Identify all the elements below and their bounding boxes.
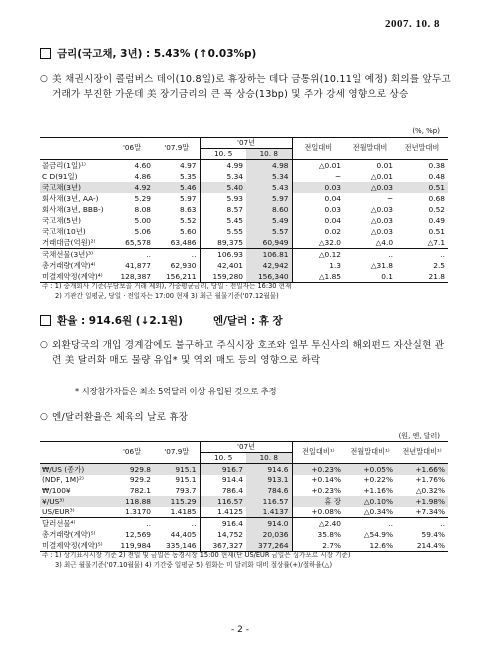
fx-table-cell: 782.1 (129, 485, 151, 495)
rates-table-cell: 89,375 (200, 237, 246, 249)
section-title-fx (40, 313, 283, 328)
fx-table-cell: 793.7 (175, 485, 197, 495)
fx-table-cell: 929.2 (129, 475, 151, 485)
rates-futures-row-label: 미결제약정(계약)⁴⁾ (40, 271, 110, 283)
rates-table-cell: 8.60 (246, 204, 292, 215)
fx-body (40, 463, 448, 517)
fx-futures-cell: 119,984 (110, 540, 154, 552)
rates-futures-cell: 2.5 (433, 260, 446, 270)
fx-header-blank (40, 442, 110, 464)
fx-table-cell: 115.29 (154, 496, 200, 507)
fx-header-row (40, 442, 448, 453)
rates-table-cell: 65,578 (125, 237, 151, 247)
rates-table-row-label: 국고채(3년) (40, 182, 110, 193)
fx-futures-cell: 916.4 (200, 517, 246, 529)
rates-header-c1: '06말 (110, 138, 154, 160)
fx-futures-cell: 335,146 (154, 540, 200, 552)
fx-header-c7: 전년말대비¹⁾ (396, 442, 448, 464)
rates-table-row (40, 237, 448, 249)
rates-header-c2: '07.9말 (154, 138, 200, 160)
fx-futures-cell: 12.6% (344, 540, 396, 552)
rates-table-row-label: 국고채(5년) (42, 215, 82, 225)
fx-header-c5: 전일대비¹⁾ (292, 442, 344, 464)
fx-futures-cell: 44,405 (170, 529, 197, 539)
rates-footnote-1: 주 : 1) 중개회사 기준(무담보콜 거래 제외), 가중평균금리, 당일 · 전일자는 16:30 현재 (42, 282, 292, 290)
rates-body (40, 159, 448, 248)
fx-table-cell: 1.4137 (246, 507, 292, 518)
rates-table-cell: 5.97 (246, 193, 292, 204)
fx-footnote-2: 3) 최근 월물기준('07.10월물) 4) 기간중 일평균 5) 원화는 미 달러화 대비 절상률(+)/절하율(△) (55, 561, 333, 569)
rates-table-row (40, 193, 448, 204)
fx-table-row-label: US/EUR³⁾ (42, 507, 75, 516)
fx-footnote-1: 주 : 1) 상기표시시장 기준 2) 전일 및 금일은 동경시장 15:00 현재(단 US/EUR 금일은 싱가포르 시장 기준) (42, 551, 351, 559)
rates-table-cell: 0.51 (396, 182, 448, 193)
rates-futures-cell: 156,211 (154, 271, 200, 283)
fx-futures-cell: 14,752 (200, 529, 246, 540)
fx-table-cell: +0.14% (311, 475, 342, 485)
rates-header-row (40, 138, 448, 149)
rates-table-cell: 5.00 (134, 215, 151, 225)
page-number: - 2 - (231, 625, 249, 635)
rates-table-cell: 0.03 (292, 182, 344, 193)
rates-table-row (40, 171, 448, 182)
fx-table-row-label: ₩/US (종가) (40, 463, 110, 475)
fx-paragraph (40, 338, 452, 368)
rates-header-c6: 전월말대비 (344, 138, 396, 160)
fx-paragraph-2 (40, 410, 452, 425)
rates-table-cell: 5.06 (134, 226, 151, 236)
fx-table-cell: +0.22% (363, 475, 394, 485)
fx-table-cell: 118.88 (110, 496, 154, 507)
circle-bullet-icon: ○ (40, 412, 49, 422)
rates-table-cell: 4.60 (110, 159, 154, 171)
fx-futures-cell: ‥ (110, 517, 154, 529)
section-title-rates (40, 46, 256, 61)
rates-table-cell: △0.01 (292, 159, 344, 171)
fx-table-row-label: ₩/100¥ (42, 485, 71, 495)
rates-table-cell: 0.52 (428, 204, 446, 214)
fx-table-cell: +0.23% (292, 463, 344, 475)
rates-futures-cell: ‥ (396, 248, 448, 260)
fx-futures-cell: ‥ (396, 517, 448, 529)
rates-table-cell: 5.49 (246, 215, 292, 226)
rates-futures-cell: 106.81 (246, 248, 292, 260)
rates-table-cell: 5.29 (134, 193, 151, 203)
rates-table-cell: △0.03 (370, 204, 394, 214)
rates-table-cell: 4.98 (246, 159, 292, 171)
rates-futures-cell: 42,942 (246, 260, 292, 271)
fx-futures-cell: ‥ (154, 517, 200, 529)
rates-futures-cell: △31.8 (370, 260, 394, 270)
rates-table-cell: 0.02 (324, 226, 342, 236)
rates-futures-cell: 21.8 (396, 271, 448, 283)
rates-table-cell: 63,486 (170, 237, 197, 247)
fx-futures-row (40, 529, 448, 540)
rates-table (40, 137, 448, 283)
fx-table-row (40, 475, 448, 486)
rates-table-cell: 5.55 (200, 226, 246, 237)
fx-table-cell: +1.98% (396, 496, 448, 507)
rates-futures-cell: △1.85 (292, 271, 344, 283)
fx-table-cell: △0.34% (363, 507, 394, 516)
fx-table-cell: 914.4 (200, 475, 246, 486)
rates-header-d2: 10. 8 (246, 149, 292, 160)
rates-table-cell: 5.46 (154, 182, 200, 193)
fx-futures-cell: △2.40 (292, 517, 344, 529)
square-bullet-icon (40, 48, 51, 59)
rates-futures-cell: 128,387 (110, 271, 154, 283)
fx-title-b: 엔/달러 : 휴 장 (212, 315, 283, 327)
rates-table-cell: 5.34 (200, 171, 246, 182)
fx-futures-cell: 367,327 (200, 540, 246, 552)
rates-table-cell: △7.1 (427, 237, 446, 247)
fx-table-cell: 915.1 (154, 463, 200, 475)
fx-futures-row (40, 517, 448, 529)
fx-futures-cell: 20,036 (246, 529, 292, 540)
fx-table-cell: 914.6 (246, 463, 292, 475)
rates-table-cell: 5.40 (200, 182, 246, 193)
rates-table-cell: 0.01 (344, 159, 396, 171)
rates-futures-cell: 42,401 (200, 260, 246, 271)
rates-futures-body (40, 248, 448, 282)
fx-unit: (원, 엔, 달러) (398, 432, 440, 440)
rates-futures-cell: ‥ (154, 248, 200, 260)
rates-table-cell: 5.35 (180, 171, 197, 181)
rates-table-cell: − (334, 171, 342, 181)
rates-table-row-label: 콜금리(1일)¹⁾ (40, 159, 110, 171)
circle-bullet-icon: ○ (40, 74, 49, 84)
rates-table-cell: 5.34 (246, 171, 292, 182)
fx-table-cell: +0.08% (311, 507, 342, 516)
rates-paragraph-text: 美 채권시장이 콜럼버스 데이(10.8일)로 휴장하는 데다 금통위(10.11일 예정) 회의를 앞두고 거래가 부진한 가운데 美 장기금리의 큰 폭 상승(13bp) 및 주가 강세 영향으로 상승 (52, 74, 451, 100)
rates-table-cell: 0.04 (324, 215, 342, 225)
fx-futures-row-label: 총거래량(계약)⁵⁾ (42, 529, 96, 539)
fx-futures-cell: △54.9% (363, 529, 394, 539)
fx-futures-cell: 35.8% (317, 529, 342, 539)
rates-table-cell: 4.97 (154, 159, 200, 171)
fx-table-cell: +7.34% (415, 507, 446, 516)
rates-table-cell: 0.04 (324, 193, 342, 203)
rates-table-cell: △0.01 (370, 171, 394, 181)
fx-table-cell: +1.66% (396, 463, 448, 475)
rates-table-cell: − (386, 193, 394, 203)
fx-header-year: '07년 (200, 442, 292, 453)
rates-table-cell: △4.0 (375, 237, 394, 247)
rates-futures-cell: 156,340 (246, 271, 292, 283)
rates-title: 금리(국고채, 3년) : 5.43% (↑0.03%p) (57, 48, 257, 60)
fx-table-row (40, 485, 448, 496)
rates-table-row-label: 국고채(10년) (42, 226, 86, 236)
rates-header-c7: 전년말대비 (396, 138, 448, 160)
fx-header-d1: 10. 5 (200, 453, 246, 464)
fx-table-row-label: ¥/US³⁾ (40, 496, 110, 507)
fx-table-cell: 913.1 (246, 475, 292, 486)
rates-table-row (40, 204, 448, 215)
report-date: 2007. 10. 8 (385, 18, 440, 30)
rates-table-cell: 4.86 (134, 171, 151, 181)
rates-table-row (40, 215, 448, 226)
rates-futures-cell: 1.3 (329, 260, 342, 270)
fx-table-cell: 116.57 (246, 496, 292, 507)
fx-futures-cell: ‥ (344, 517, 396, 529)
rates-table-cell: 5.43 (246, 182, 292, 193)
fx-table-row (40, 463, 448, 475)
rates-table-cell: 0.38 (396, 159, 448, 171)
fx-table-cell: 1.4125 (200, 507, 246, 518)
rates-table-cell: 8.08 (134, 204, 151, 214)
fx-table-cell: 1.4185 (170, 507, 197, 516)
rates-footnote-2: 2) 기관간 일평균, 당일 · 전일자는 17:00 현재 3) 최근 월물기준('07.12월물) (55, 292, 279, 300)
rates-table-row (40, 226, 448, 237)
rates-header-blank (40, 138, 110, 160)
fx-table-cell: 916.7 (200, 463, 246, 475)
fx-table-cell: +0.23% (311, 485, 342, 495)
rates-header-c5: 전일대비 (292, 138, 344, 160)
circle-bullet-icon: ○ (40, 340, 49, 350)
rates-table-cell: 0.03 (324, 204, 342, 214)
fx-table-cell: +0.05% (344, 463, 396, 475)
rates-table-row (40, 159, 448, 171)
fx-table-cell: 784.6 (246, 485, 292, 496)
fx-table-cell: 786.4 (200, 485, 246, 496)
rates-header-d1: 10. 5 (200, 149, 246, 160)
fx-table-cell: △0.10% (344, 496, 396, 507)
rates-table-cell: 4.92 (110, 182, 154, 193)
rates-table-cell: 5.97 (180, 193, 197, 203)
fx-table-cell: 915.1 (175, 475, 197, 485)
fx-header-c1: '06말 (110, 442, 154, 464)
fx-futures-row (40, 540, 448, 552)
rates-table-row-label: C D(91일) (42, 171, 78, 181)
rates-unit: (%, %p) (412, 127, 440, 135)
rates-futures-cell: 0.1 (344, 271, 396, 283)
rates-futures-cell: △0.12 (292, 248, 344, 260)
rates-futures-cell: ‥ (110, 248, 154, 260)
rates-table-cell: 0.68 (428, 193, 446, 203)
rates-table-cell: △0.03 (370, 226, 394, 236)
rates-table-cell: △32.0 (318, 237, 342, 247)
rates-table-cell: 0.51 (428, 226, 446, 236)
rates-table-cell: 5.60 (180, 226, 197, 236)
fx-header-c6: 전월말대비¹⁾ (344, 442, 396, 464)
square-bullet-icon (40, 315, 51, 326)
fx-paragraph-text: 외환당국의 개입 경계감에도 불구하고 주식시장 호조와 일부 투신사의 해외펀드 자산실현 관련 美 달러화 매도 물량 유입* 및 역외 매도 등의 영향으로 하락 (52, 340, 445, 366)
rates-table-cell: 8.57 (200, 204, 246, 215)
fx-futures-cell: 2.7% (292, 540, 344, 552)
fx-table-cell: 1.3170 (125, 507, 151, 516)
rates-table-cell: 4.99 (200, 159, 246, 171)
fx-table-cell: +1.16% (363, 485, 394, 495)
fx-table-cell: 휴 장 (292, 496, 344, 507)
fx-table-cell: 116.57 (200, 496, 246, 507)
rates-futures-cell: 41,877 (125, 260, 151, 270)
fx-futures-cell: 214.4% (396, 540, 448, 552)
fx-table-cell: △0.32% (415, 485, 446, 495)
fx-futures-cell: 377,264 (246, 540, 292, 552)
rates-table-cell: 5.93 (200, 193, 246, 204)
rates-futures-row-label: 총거래량(계약)⁴⁾ (42, 260, 96, 270)
rates-table-cell: 60,949 (246, 237, 292, 249)
rates-futures-row (40, 248, 448, 260)
rates-table-cell: △0.03 (344, 182, 396, 193)
fx-header-d2: 10. 8 (246, 453, 292, 464)
rates-futures-cell: 106.93 (200, 248, 246, 260)
rates-table-row-label: 거래대금(억원)²⁾ (42, 237, 96, 247)
fx-futures-body (40, 517, 448, 551)
rates-futures-row (40, 271, 448, 283)
rates-table-row-label: 회사채(3년, AA-) (42, 193, 99, 203)
rates-table-cell: 5.57 (246, 226, 292, 237)
fx-futures-row-label: 달러선물⁴⁾ (40, 517, 110, 529)
fx-title-a: 환율 : 914.6원 (↓2.1원) (57, 315, 183, 327)
rates-futures-cell: ‥ (344, 248, 396, 260)
rates-futures-row-label: 국채선물(3년)³⁾ (40, 248, 110, 260)
fx-table-cell: +1.76% (415, 475, 446, 485)
rates-paragraph (40, 72, 452, 102)
fx-paragraph-2-text: 엔/달러환율은 체육의 날로 휴장 (52, 412, 189, 423)
fx-futures-cell: 59.4% (421, 529, 446, 539)
fx-futures-cell: 12,569 (125, 529, 151, 539)
rates-futures-cell: 159,280 (200, 271, 246, 283)
rates-table-row (40, 182, 448, 193)
fx-table-row-label: (NDF, 1M)²⁾ (42, 475, 84, 485)
rates-header-year: '07년 (200, 138, 292, 149)
rates-futures-cell: 62,930 (170, 260, 197, 270)
rates-table-cell: 5.45 (200, 215, 246, 226)
rates-table-cell: 0.49 (428, 215, 446, 225)
fx-table-cell: 929.8 (110, 463, 154, 475)
rates-table-cell: 8.63 (180, 204, 197, 214)
fx-futures-row-label: 미결제약정(계약)⁵⁾ (40, 540, 110, 552)
fx-table-row (40, 496, 448, 507)
fx-table-row (40, 507, 448, 518)
rates-table-cell: 0.48 (428, 171, 446, 181)
fx-table (40, 441, 448, 552)
rates-table-row-label: 회사채(3년, BBB-) (42, 204, 104, 214)
rates-table-cell: △0.03 (370, 215, 394, 225)
fx-header-c2: '07.9말 (154, 442, 200, 464)
fx-futures-cell: 914.0 (246, 517, 292, 529)
fx-note: * 시장참가자들은 최소 5억달러 이상 유입된 것으로 추정 (75, 386, 277, 396)
rates-table-cell: 5.52 (180, 215, 197, 225)
rates-futures-row (40, 260, 448, 271)
